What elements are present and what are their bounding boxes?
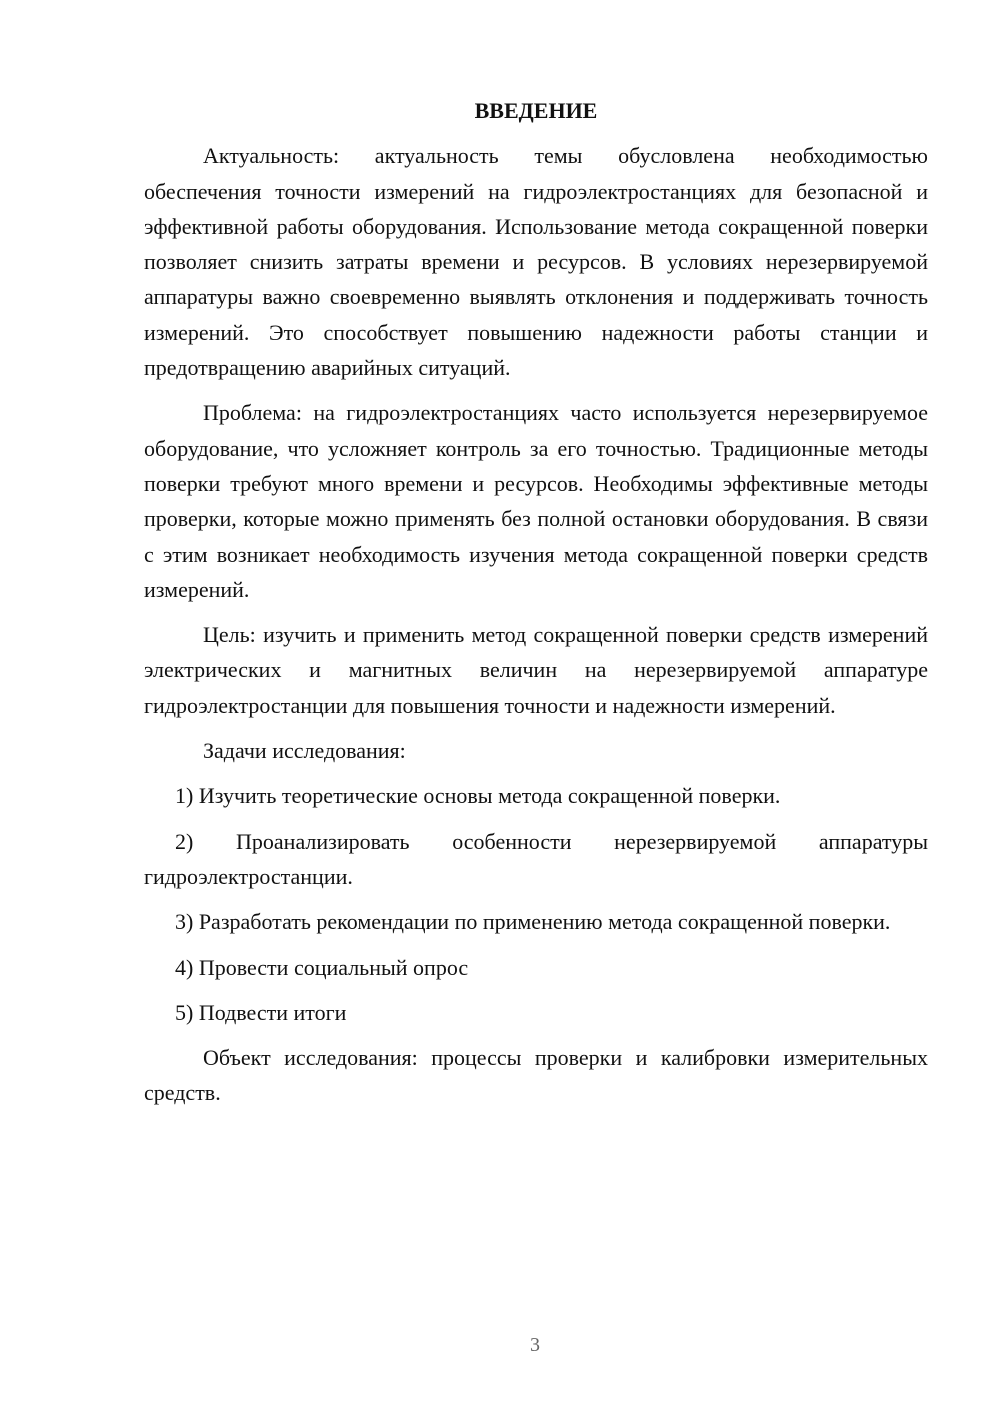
- problem-paragraph: Проблема: на гидроэлектростанциях часто используется нерезервируемое оборудование, что усложняет контроль за его точностью. Традиционные методы поверки требуют много времени и ресурсов. Необходимы эффективные методы проверки, которые можно применять без полной остановки оборудования. В связи с этим возникает необходимость изучения метода сокращенной поверки средств измерений.: [144, 400, 928, 602]
- relevance-paragraph: Актуальность: актуальность темы обусловлена необходимостью обеспечения точности измерений на гидроэлектростанциях для безопасной и эффективной работы оборудования. Использование метода сокращенной поверки позволяет снизить затраты времени и ресурсов. В условиях нерезервируемой аппаратуры важно своевременно выявлять отклонения и поддерживать точность измерений. Это способствует повышению надежности работы станции и предотвращению аварийных ситуаций.: [144, 143, 928, 381]
- task-item-1: 1) Изучить теоретические основы метода сокращенной поверки.: [175, 783, 781, 809]
- task-item-4: 4) Провести социальный опрос: [175, 954, 469, 980]
- tasks-heading: Задачи исследования:: [203, 738, 406, 764]
- page-number: 3: [530, 1334, 540, 1356]
- goal-paragraph: Цель: изучить и применить метод сокращенной поверки средств измерений электрических и магнитных величин на нерезервируемой аппаратуре гидроэлектростанции для повышения точности и надежности измерений.: [144, 622, 928, 718]
- object-paragraph: Объект исследования: процессы проверки и калибровки измерительных средств.: [144, 1045, 928, 1106]
- document-body: [144, 93, 928, 1121]
- task-item-2: 2) Проанализировать особенности нерезервируемой аппаратуры гидроэлектростанции.: [144, 828, 928, 889]
- task-item-5: 5) Подвести итоги: [175, 999, 347, 1025]
- task-item-3: 3) Разработать рекомендации по применению метода сокращенной поверки.: [175, 909, 891, 935]
- section-title: ВВЕДЕНИЕ: [474, 98, 598, 123]
